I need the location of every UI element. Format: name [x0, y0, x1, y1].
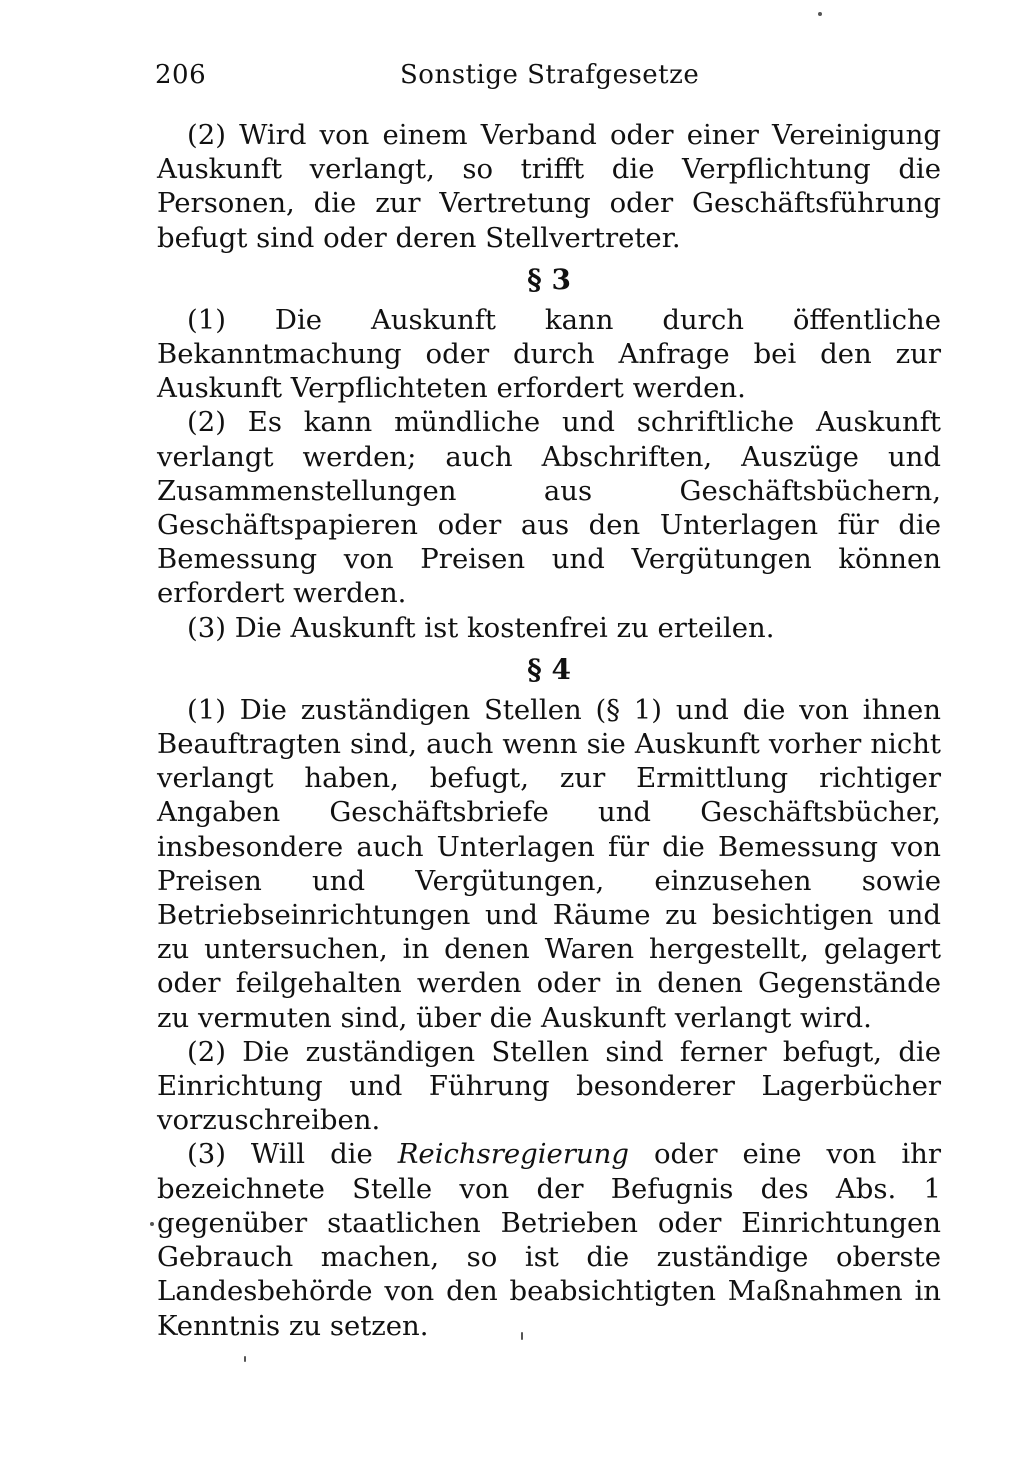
paragraph-4-2: (2) Die zuständigen Stellen sind ferner befugt, die Einrichtung und Führung besonderer Lagerbücher vorzuschreiben. — [157, 1035, 941, 1137]
body-text — [157, 118, 941, 1343]
scan-speck — [818, 12, 822, 16]
running-title: Sonstige Strafgesetze — [400, 60, 700, 90]
paragraph-3-1: (1) Die Auskunft kann durch öffentliche Bekanntmachung oder durch Anfrage bei den zur Auskunft Verpflichteten erfordert werden. — [157, 303, 941, 405]
section-heading-3: § 3 — [527, 262, 571, 296]
paragraph-4-3-end: oder eine von ihr bezeichnete Stelle von der Befugnis des Abs. 1 gegenüber staatlichen Betrieben oder Einrichtungen Gebrauch machen, so ist die zuständige oberste Landesbehörde von den beabsichtigten Maßnahmen in Kenntnis zu setzen. — [157, 1138, 941, 1342]
paragraph-4-1: (1) Die zuständigen Stellen (§ 1) und die von ihnen Beauftragten sind, auch wenn sie Auskunft vorher nicht verlangt haben, befugt, zur Ermittlung richtiger Angaben Geschäftsbriefe und Geschäftsbücher, insbesondere auch Unterlagen für die Bemessung von Preisen und Vergütungen, einzusehen sowie Betriebseinrichtungen und Räume zu besichtigen und zu untersuchen, in denen Waren hergestellt, gelagert oder feilgehalten werden oder in denen Gegenstände zu vermuten sind, über die Auskunft verlangt wird. — [157, 693, 941, 1034]
paragraph-4-3 — [157, 1137, 941, 1342]
scan-speck — [244, 1356, 246, 1362]
page-number: 206 — [155, 60, 207, 90]
section-heading-4: § 4 — [527, 652, 571, 686]
paragraph-3-3: (3) Die Auskunft ist kostenfrei zu erteilen. — [187, 611, 775, 644]
paragraph-3-2: (2) Es kann mündliche und schriftliche Auskunft verlangt werden; auch Abschriften, Auszüge und Zusammenstellungen aus Geschäftsbüchern, Geschäftspapieren oder aus den Unterlagen für die Bemessung von Preisen und Vergütungen können erfordert werden. — [157, 406, 941, 610]
paragraph-4-3-start: (3) Will die — [187, 1138, 398, 1171]
italic-term: Reichsregierung — [397, 1138, 629, 1171]
page-header — [155, 60, 945, 100]
scan-speck — [150, 1222, 154, 1226]
scan-speck — [521, 1332, 523, 1340]
paragraph-2-2: (2) Wird von einem Verband oder einer Vereinigung Auskunft verlangt, so trifft die Verpflichtung die Personen, die zur Vertretung oder Geschäftsführung befugt sind oder deren Stellvertreter. — [157, 119, 941, 254]
